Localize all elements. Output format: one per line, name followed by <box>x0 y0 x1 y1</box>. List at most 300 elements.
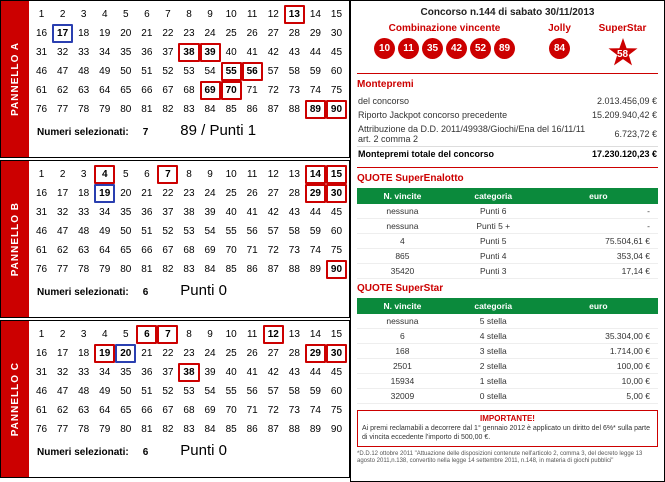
number-cell[interactable]: 45 <box>330 207 343 218</box>
number-cell[interactable]: 67 <box>162 85 174 96</box>
jolly-block <box>532 23 587 59</box>
number-cell[interactable]: 52 <box>162 226 174 237</box>
number-cell[interactable]: 20 <box>120 188 132 199</box>
number-cell[interactable]: 82 <box>162 104 174 115</box>
number-cell[interactable]: 78 <box>78 104 90 115</box>
number-cell[interactable]: 88 <box>288 424 300 435</box>
number-cell[interactable]: 48 <box>78 66 90 77</box>
number-cell[interactable]: 53 <box>183 226 195 237</box>
panel-b-selected-count: 6 <box>142 287 149 298</box>
panel-c-selected-count: 6 <box>142 447 149 458</box>
number-cell[interactable]: 79 <box>99 424 111 435</box>
number-cell[interactable]: 84 <box>204 424 216 435</box>
number-cell[interactable]: 76 <box>35 104 48 115</box>
number-cell[interactable]: 34 <box>99 367 111 378</box>
number-cell[interactable]: 86 <box>246 104 258 115</box>
jolly-balls <box>532 38 587 59</box>
quote-row <box>357 219 658 234</box>
quote-superenalotto-table <box>357 188 658 279</box>
number-cell[interactable]: 60 <box>330 66 343 77</box>
number-cell[interactable]: 5 <box>123 169 129 180</box>
number-cell[interactable]: 41 <box>246 207 258 218</box>
number-cell[interactable]: 38 <box>178 43 199 62</box>
number-cell[interactable]: 12 <box>267 9 279 20</box>
number-cell[interactable]: 18 <box>78 348 90 359</box>
number-cell[interactable]: 52 <box>162 386 174 397</box>
number-cell[interactable]: 8 <box>186 329 192 340</box>
quote-row <box>357 249 658 264</box>
number-cell[interactable]: 89 <box>309 424 321 435</box>
number-cell[interactable]: 35 <box>120 367 132 378</box>
number-cell[interactable]: 88 <box>288 264 300 275</box>
number-cell[interactable]: 1 <box>38 9 45 20</box>
number-cell[interactable]: 75 <box>330 85 343 96</box>
number-cell[interactable]: 34 <box>99 207 111 218</box>
quote-cell: - <box>539 204 658 219</box>
number-cell[interactable]: 15 <box>326 165 347 184</box>
number-cell[interactable]: 56 <box>246 226 258 237</box>
number-cell[interactable]: 3 <box>80 329 87 340</box>
number-cell[interactable]: 19 <box>94 184 115 203</box>
number-cell[interactable]: 17 <box>52 24 73 43</box>
number-cell[interactable]: 49 <box>99 386 111 397</box>
jolly-label: Jolly <box>548 23 571 34</box>
number-cell[interactable]: 72 <box>267 405 279 416</box>
number-cell[interactable]: 29 <box>305 344 326 363</box>
number-cell[interactable]: 39 <box>204 367 216 378</box>
number-cell[interactable]: 44 <box>309 47 321 58</box>
number-cell[interactable]: 31 <box>35 367 48 378</box>
number-cell[interactable]: 22 <box>162 188 174 199</box>
number-cell[interactable]: 56 <box>246 386 258 397</box>
quote-row <box>357 389 658 404</box>
number-cell[interactable]: 28 <box>288 28 300 39</box>
number-cell[interactable]: 69 <box>204 405 216 416</box>
number-cell[interactable]: 35 <box>120 47 132 58</box>
number-cell[interactable]: 57 <box>267 226 279 237</box>
number-cell[interactable]: 13 <box>288 169 300 180</box>
number-cell[interactable]: 31 <box>35 207 48 218</box>
number-cell[interactable]: 47 <box>57 226 69 237</box>
number-cell[interactable]: 24 <box>204 28 216 39</box>
number-cell[interactable]: 4 <box>101 329 108 340</box>
number-cell[interactable]: 24 <box>204 188 216 199</box>
number-cell[interactable]: 58 <box>288 386 300 397</box>
number-cell[interactable]: 3 <box>80 169 87 180</box>
number-cell[interactable]: 83 <box>183 264 195 275</box>
number-cell[interactable]: 71 <box>246 85 258 96</box>
number-cell[interactable]: 33 <box>78 207 90 218</box>
number-cell[interactable]: 44 <box>309 367 321 378</box>
number-cell[interactable]: 66 <box>141 405 153 416</box>
number-cell[interactable]: 50 <box>120 386 132 397</box>
number-cell[interactable]: 39 <box>200 43 221 62</box>
number-cell[interactable]: 51 <box>141 66 153 77</box>
number-cell[interactable]: 82 <box>162 424 174 435</box>
number-cell[interactable]: 86 <box>246 424 258 435</box>
number-cell[interactable]: 73 <box>288 405 300 416</box>
number-cell[interactable]: 50 <box>120 66 132 77</box>
number-cell[interactable]: 67 <box>162 405 174 416</box>
number-cell[interactable]: 83 <box>183 424 195 435</box>
number-cell[interactable]: 62 <box>57 405 69 416</box>
number-cell[interactable]: 72 <box>267 85 279 96</box>
number-cell[interactable]: 11 <box>246 329 258 340</box>
number-cell[interactable]: 32 <box>57 207 69 218</box>
number-cell[interactable]: 22 <box>162 28 174 39</box>
number-cell[interactable]: 78 <box>78 424 90 435</box>
panel-c-grid[interactable] <box>31 325 347 439</box>
number-cell[interactable]: 74 <box>309 85 321 96</box>
number-cell[interactable]: 80 <box>120 424 132 435</box>
number-cell[interactable]: 1 <box>38 329 45 340</box>
number-cell[interactable]: 64 <box>99 85 111 96</box>
number-cell[interactable]: 81 <box>141 424 153 435</box>
quote-superstar-head <box>357 298 658 314</box>
number-cell[interactable]: 2 <box>59 9 66 20</box>
number-cell[interactable]: 76 <box>35 264 48 275</box>
number-cell[interactable]: 28 <box>288 188 300 199</box>
number-cell[interactable]: 14 <box>305 165 326 184</box>
number-cell[interactable]: 75 <box>330 405 343 416</box>
number-cell[interactable]: 47 <box>57 66 69 77</box>
number-cell[interactable]: 51 <box>141 386 153 397</box>
montepremi-table <box>357 94 658 161</box>
number-cell[interactable]: 30 <box>330 28 343 39</box>
number-cell[interactable]: 2 <box>59 169 66 180</box>
number-cell[interactable]: 84 <box>204 264 216 275</box>
number-cell[interactable]: 13 <box>288 329 300 340</box>
panel-b-grid[interactable] <box>31 165 347 279</box>
number-cell[interactable]: 50 <box>120 226 132 237</box>
number-cell[interactable]: 27 <box>267 348 279 359</box>
quote-cell: Punti 4 <box>448 249 539 264</box>
number-cell[interactable]: 49 <box>99 66 111 77</box>
number-cell[interactable]: 58 <box>288 226 300 237</box>
number-cell[interactable]: 40 <box>225 47 237 58</box>
number-cell[interactable]: 6 <box>136 325 157 344</box>
number-cell[interactable]: 55 <box>225 386 237 397</box>
number-cell[interactable]: 59 <box>309 226 321 237</box>
number-cell[interactable]: 13 <box>284 5 305 24</box>
number-cell[interactable]: 85 <box>225 104 237 115</box>
number-cell[interactable]: 76 <box>35 424 48 435</box>
number-cell[interactable]: 66 <box>141 85 153 96</box>
number-cell[interactable]: 42 <box>267 47 279 58</box>
number-cell[interactable]: 48 <box>78 386 90 397</box>
number-cell[interactable]: 15 <box>330 9 343 20</box>
number-cell[interactable]: 70 <box>225 405 237 416</box>
winning-ball: 35 <box>422 38 443 59</box>
number-cell[interactable]: 19 <box>94 344 115 363</box>
number-cell[interactable]: 74 <box>309 245 321 256</box>
number-cell[interactable]: 54 <box>204 66 216 77</box>
number-cell[interactable]: 80 <box>120 104 132 115</box>
number-cell[interactable]: 79 <box>99 104 111 115</box>
winning-ball: 42 <box>446 38 467 59</box>
panel-a-grid[interactable] <box>31 5 347 119</box>
number-cell[interactable]: 12 <box>263 325 284 344</box>
number-cell[interactable]: 68 <box>183 245 195 256</box>
number-cell[interactable]: 27 <box>267 28 279 39</box>
number-cell[interactable]: 58 <box>288 66 300 77</box>
number-cell[interactable]: 61 <box>35 245 48 256</box>
number-cell[interactable]: 45 <box>330 367 343 378</box>
number-cell[interactable]: 10 <box>225 329 237 340</box>
number-cell[interactable]: 7 <box>157 165 178 184</box>
number-cell[interactable]: 65 <box>120 245 132 256</box>
number-cell[interactable]: 4 <box>94 165 115 184</box>
number-cell[interactable]: 32 <box>57 367 69 378</box>
number-cell[interactable]: 37 <box>162 207 174 218</box>
number-cell[interactable]: 25 <box>225 28 237 39</box>
number-cell[interactable]: 56 <box>242 62 263 81</box>
divider-2 <box>357 167 658 168</box>
number-cell[interactable]: 25 <box>225 188 237 199</box>
number-cell[interactable]: 10 <box>225 169 237 180</box>
number-cell[interactable]: 68 <box>183 85 195 96</box>
number-cell[interactable]: 11 <box>246 169 258 180</box>
number-cell[interactable]: 19 <box>99 28 111 39</box>
number-cell[interactable]: 65 <box>120 85 132 96</box>
number-cell[interactable]: 57 <box>267 66 279 77</box>
number-cell[interactable]: 1 <box>38 169 45 180</box>
number-cell[interactable]: 11 <box>246 9 258 20</box>
number-cell[interactable]: 77 <box>57 104 69 115</box>
number-cell[interactable]: 7 <box>165 9 171 20</box>
number-cell[interactable]: 23 <box>183 348 195 359</box>
number-cell[interactable]: 18 <box>78 188 90 199</box>
number-cell[interactable]: 17 <box>57 348 69 359</box>
number-cell[interactable]: 14 <box>309 329 321 340</box>
number-cell[interactable]: 85 <box>225 264 237 275</box>
number-cell[interactable]: 9 <box>207 9 213 20</box>
montepremi-rows <box>357 94 658 161</box>
number-cell[interactable]: 89 <box>309 264 321 275</box>
number-cell[interactable]: 4 <box>101 9 108 20</box>
number-cell[interactable]: 43 <box>288 207 300 218</box>
number-cell[interactable]: 9 <box>207 169 213 180</box>
number-cell[interactable]: 72 <box>267 245 279 256</box>
panel-a-footer <box>31 119 347 139</box>
number-cell[interactable]: 54 <box>204 386 216 397</box>
panel-c-body <box>29 321 349 477</box>
number-cell[interactable]: 59 <box>309 386 321 397</box>
number-cell[interactable]: 53 <box>183 386 195 397</box>
number-cell[interactable]: 70 <box>221 81 242 100</box>
number-cell[interactable]: 35 <box>120 207 132 218</box>
number-cell[interactable]: 82 <box>162 264 174 275</box>
number-cell[interactable]: 62 <box>57 245 69 256</box>
number-cell[interactable]: 9 <box>207 329 213 340</box>
number-cell[interactable]: 21 <box>141 188 153 199</box>
number-cell[interactable]: 32 <box>57 47 69 58</box>
montepremi-total-row <box>357 147 658 162</box>
number-cell[interactable]: 36 <box>141 367 153 378</box>
number-cell[interactable]: 47 <box>57 386 69 397</box>
number-cell[interactable]: 54 <box>204 226 216 237</box>
number-cell[interactable]: 87 <box>267 264 279 275</box>
number-cell[interactable]: 63 <box>78 245 90 256</box>
number-cell[interactable]: 61 <box>35 85 48 96</box>
number-cell[interactable]: 31 <box>35 47 48 58</box>
number-cell[interactable]: 8 <box>186 169 192 180</box>
number-cell[interactable]: 26 <box>246 28 258 39</box>
number-cell[interactable]: 87 <box>267 424 279 435</box>
number-cell[interactable]: 68 <box>183 405 195 416</box>
number-cell[interactable]: 28 <box>288 348 300 359</box>
number-cell[interactable]: 16 <box>35 188 48 199</box>
number-cell[interactable]: 60 <box>330 226 343 237</box>
number-cell[interactable]: 21 <box>141 28 153 39</box>
number-cell[interactable]: 70 <box>225 245 237 256</box>
number-cell[interactable]: 20 <box>120 28 132 39</box>
number-cell[interactable]: 3 <box>80 9 87 20</box>
number-cell[interactable]: 67 <box>162 245 174 256</box>
number-cell[interactable]: 10 <box>225 9 237 20</box>
number-cell[interactable]: 57 <box>267 386 279 397</box>
number-cell[interactable]: 7 <box>157 325 178 344</box>
number-cell[interactable]: 23 <box>183 188 195 199</box>
number-cell[interactable]: 36 <box>141 47 153 58</box>
number-cell[interactable]: 73 <box>288 245 300 256</box>
number-cell[interactable]: 61 <box>35 405 48 416</box>
number-cell[interactable]: 63 <box>78 85 90 96</box>
number-cell[interactable]: 73 <box>288 85 300 96</box>
number-cell[interactable]: 16 <box>35 28 48 39</box>
number-cell[interactable]: 33 <box>78 367 90 378</box>
number-cell[interactable]: 90 <box>326 260 347 279</box>
number-cell[interactable]: 17 <box>57 188 69 199</box>
number-cell[interactable]: 81 <box>141 104 153 115</box>
number-cell[interactable]: 38 <box>183 207 195 218</box>
number-cell[interactable]: 46 <box>35 66 48 77</box>
number-cell[interactable]: 51 <box>141 226 153 237</box>
number-cell[interactable]: 49 <box>99 226 111 237</box>
number-cell[interactable]: 22 <box>162 348 174 359</box>
number-cell[interactable]: 84 <box>204 104 216 115</box>
number-cell[interactable]: 81 <box>141 264 153 275</box>
number-cell[interactable]: 8 <box>186 9 192 20</box>
number-cell[interactable]: 60 <box>330 386 343 397</box>
number-cell[interactable]: 45 <box>330 47 343 58</box>
number-cell[interactable]: 55 <box>221 62 242 81</box>
number-cell[interactable]: 26 <box>246 188 258 199</box>
number-cell[interactable]: 52 <box>162 66 174 77</box>
number-cell[interactable]: 90 <box>326 100 347 119</box>
number-cell[interactable]: 77 <box>57 264 69 275</box>
number-cell[interactable]: 25 <box>225 348 237 359</box>
number-cell[interactable]: 79 <box>99 264 111 275</box>
number-cell[interactable]: 20 <box>115 344 136 363</box>
panel-c <box>0 320 350 478</box>
number-cell[interactable]: 41 <box>246 367 258 378</box>
number-cell[interactable]: 23 <box>183 28 195 39</box>
panel-b-selected-label: Numeri selezionati: <box>37 287 129 298</box>
quote-cell: Punti 5 + <box>448 219 539 234</box>
number-cell[interactable]: 26 <box>246 348 258 359</box>
number-cell[interactable]: 30 <box>326 184 347 203</box>
number-cell[interactable]: 12 <box>267 169 279 180</box>
number-cell[interactable]: 30 <box>326 344 347 363</box>
number-cell[interactable]: 33 <box>78 47 90 58</box>
number-cell[interactable]: 64 <box>99 405 111 416</box>
number-cell[interactable]: 89 <box>305 100 326 119</box>
number-cell[interactable]: 27 <box>267 188 279 199</box>
number-cell[interactable]: 6 <box>144 9 150 20</box>
number-cell[interactable]: 74 <box>309 405 321 416</box>
number-cell[interactable]: 41 <box>246 47 258 58</box>
number-cell[interactable]: 77 <box>57 424 69 435</box>
number-cell[interactable]: 59 <box>309 66 321 77</box>
number-cell[interactable]: 69 <box>200 81 221 100</box>
number-cell[interactable]: 43 <box>288 367 300 378</box>
number-cell[interactable]: 24 <box>204 348 216 359</box>
number-cell[interactable]: 14 <box>309 9 321 20</box>
number-cell[interactable]: 46 <box>35 386 48 397</box>
number-cell[interactable]: 36 <box>141 207 153 218</box>
number-cell[interactable]: 29 <box>309 28 321 39</box>
number-cell[interactable]: 6 <box>144 169 150 180</box>
number-cell[interactable]: 55 <box>225 226 237 237</box>
number-cell[interactable]: 34 <box>99 47 111 58</box>
number-cell[interactable]: 78 <box>78 264 90 275</box>
number-cell[interactable]: 90 <box>330 424 343 435</box>
number-cell[interactable]: 46 <box>35 226 48 237</box>
number-cell[interactable]: 42 <box>267 367 279 378</box>
number-cell[interactable]: 48 <box>78 226 90 237</box>
number-cell[interactable]: 85 <box>225 424 237 435</box>
number-cell[interactable]: 43 <box>288 47 300 58</box>
number-cell[interactable]: 29 <box>305 184 326 203</box>
number-cell[interactable]: 44 <box>309 207 321 218</box>
number-cell[interactable]: 75 <box>330 245 343 256</box>
number-cell[interactable]: 80 <box>120 264 132 275</box>
number-cell[interactable]: 38 <box>178 363 199 382</box>
number-cell[interactable]: 87 <box>267 104 279 115</box>
number-cell[interactable]: 71 <box>246 245 258 256</box>
number-cell[interactable]: 40 <box>225 207 237 218</box>
number-cell[interactable]: 40 <box>225 367 237 378</box>
number-cell[interactable]: 16 <box>35 348 48 359</box>
number-cell[interactable]: 64 <box>99 245 111 256</box>
number-cell[interactable]: 21 <box>141 348 153 359</box>
number-cell[interactable]: 62 <box>57 85 69 96</box>
number-cell[interactable]: 63 <box>78 405 90 416</box>
number-cell[interactable]: 2 <box>59 329 66 340</box>
number-cell[interactable]: 65 <box>120 405 132 416</box>
number-cell[interactable]: 71 <box>246 405 258 416</box>
number-cell[interactable]: 37 <box>162 47 174 58</box>
number-cell[interactable]: 15 <box>330 329 343 340</box>
panel-c-tab-label: PANNELLO C <box>9 361 21 437</box>
quote-header-cell: euro <box>539 298 658 314</box>
number-cell[interactable]: 42 <box>267 207 279 218</box>
number-cell[interactable]: 18 <box>78 28 90 39</box>
number-cell[interactable]: 83 <box>183 104 195 115</box>
number-cell[interactable]: 5 <box>123 9 129 20</box>
number-cell[interactable]: 53 <box>183 66 195 77</box>
number-cell[interactable]: 88 <box>288 104 300 115</box>
number-cell[interactable]: 69 <box>204 245 216 256</box>
number-cell[interactable]: 39 <box>204 207 216 218</box>
number-cell[interactable]: 66 <box>141 245 153 256</box>
number-cell[interactable]: 5 <box>123 329 129 340</box>
number-cell[interactable]: 37 <box>162 367 174 378</box>
number-cell[interactable]: 86 <box>246 264 258 275</box>
quote-cell: 100,00 € <box>539 359 658 374</box>
quote-cell: 3 stella <box>448 344 539 359</box>
